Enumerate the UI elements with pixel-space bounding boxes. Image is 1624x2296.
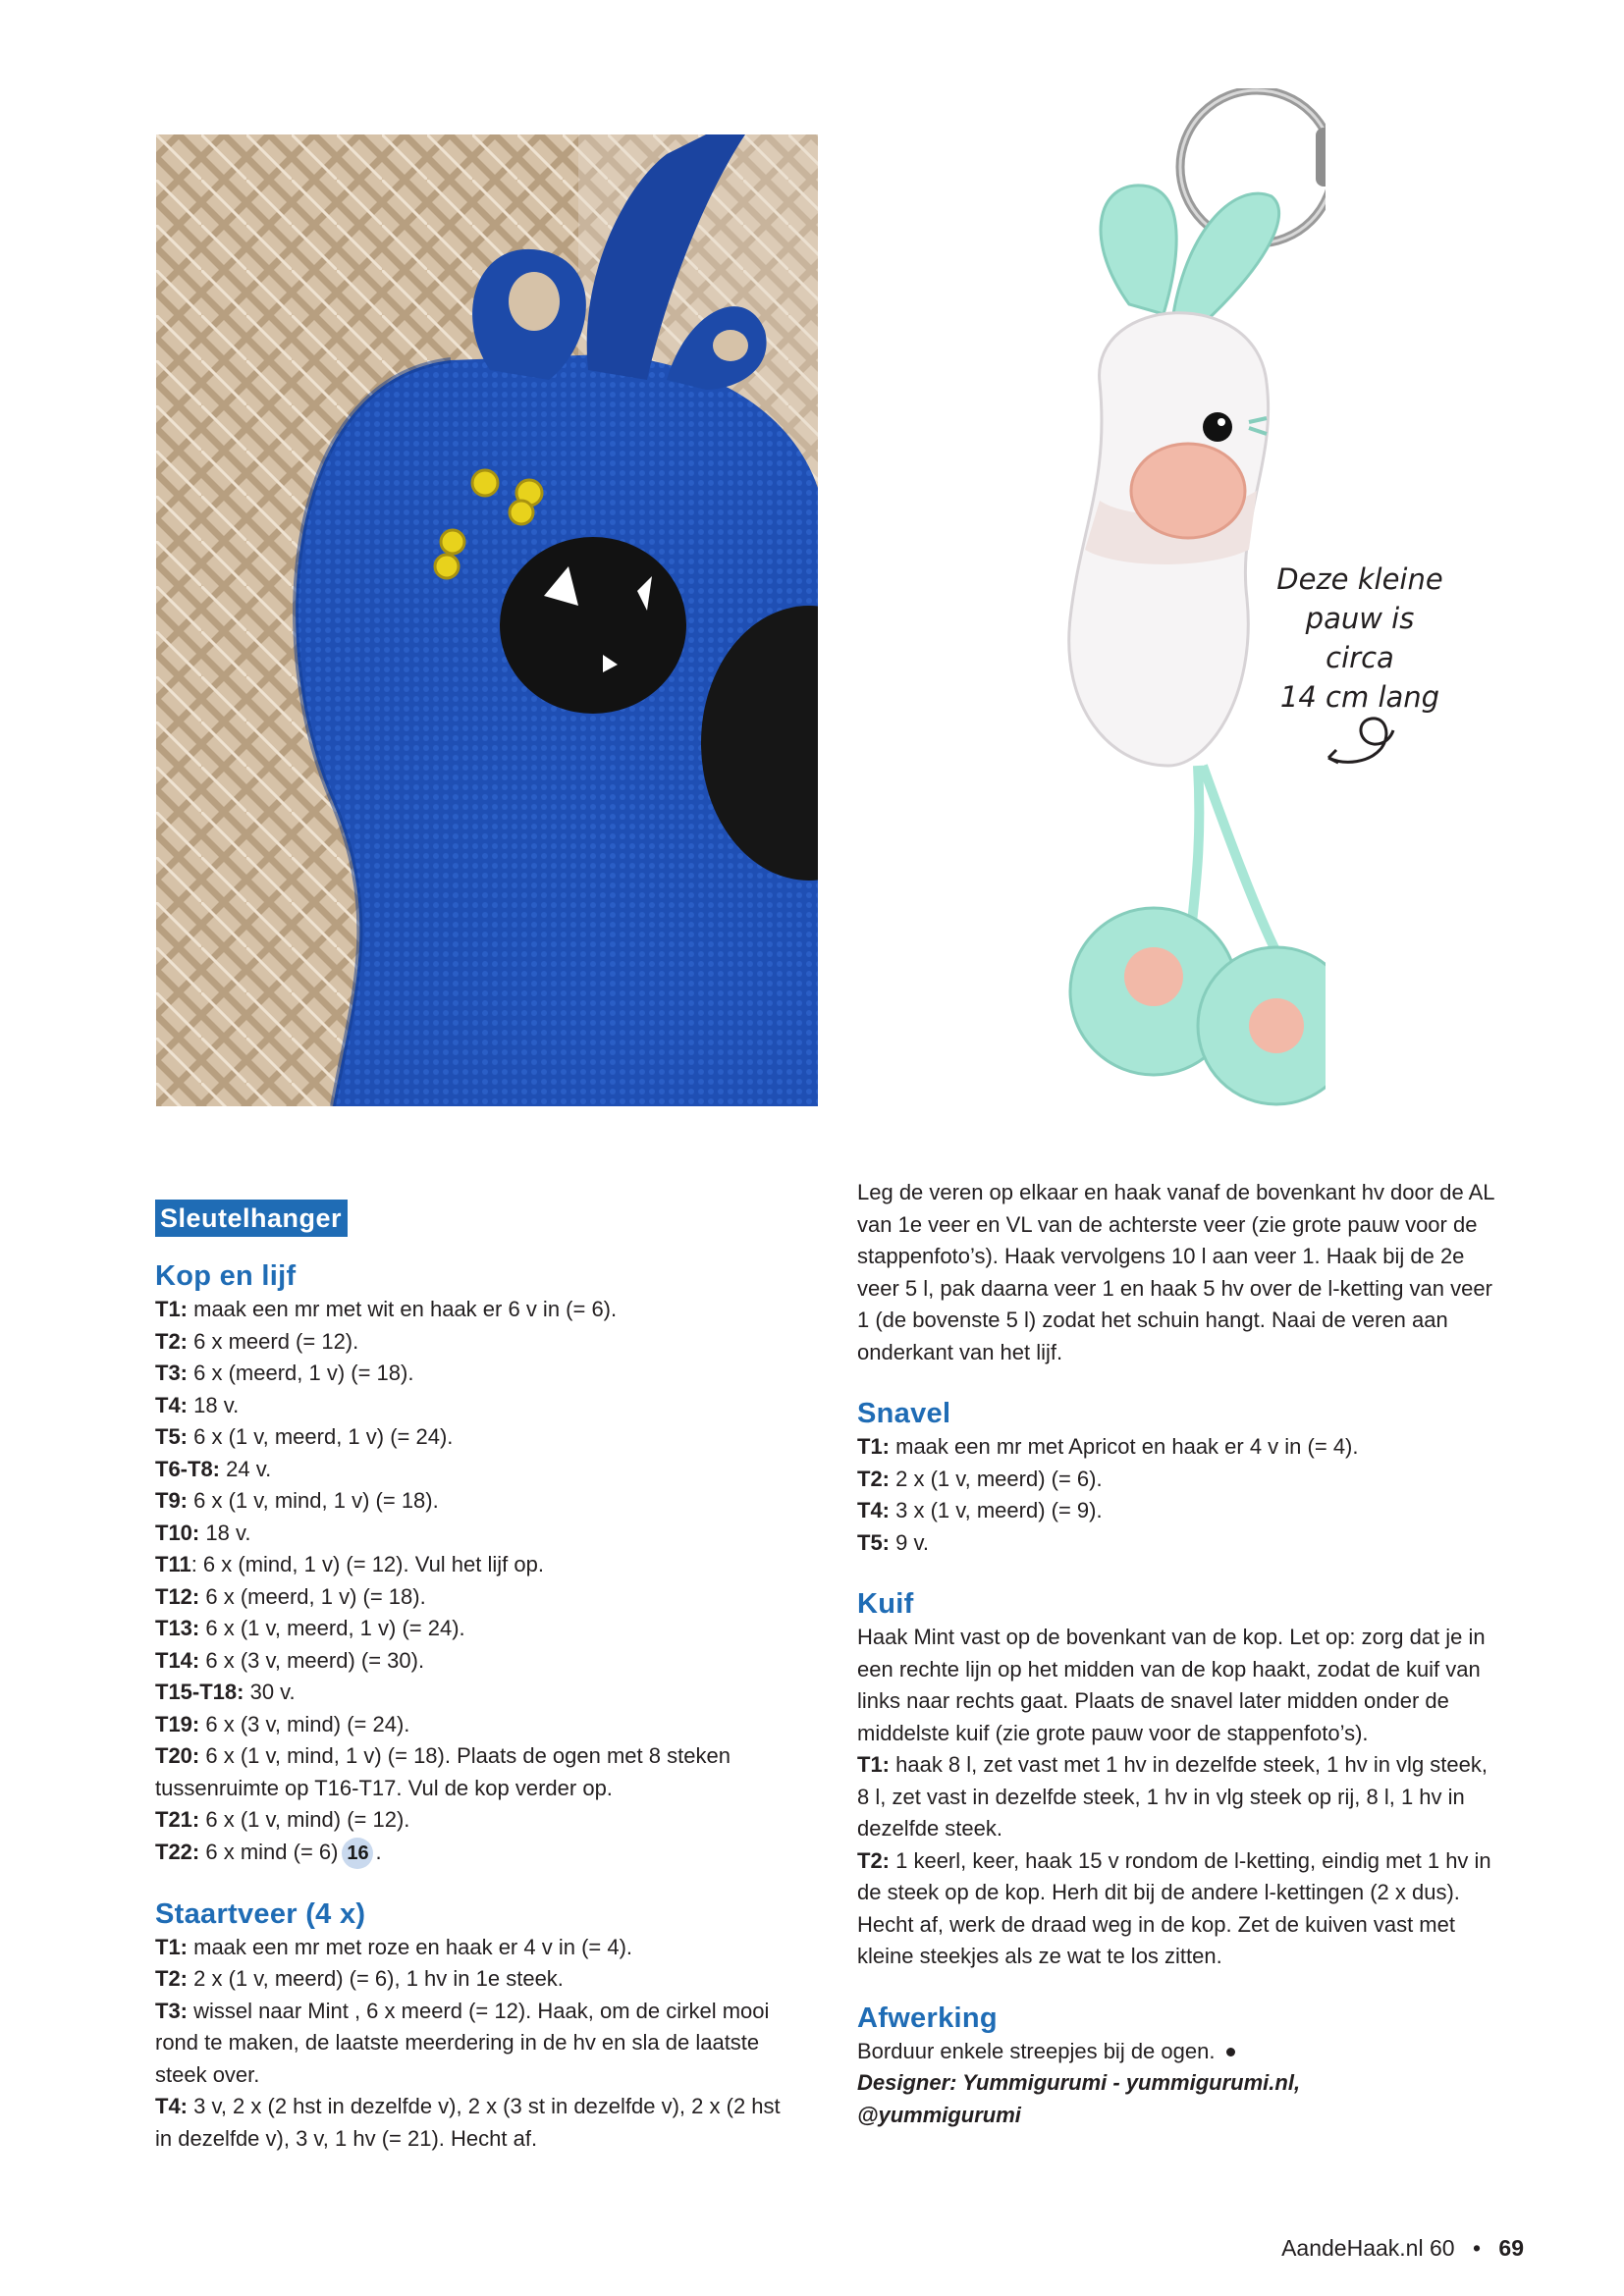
pattern-row — [155, 1549, 784, 1581]
row-label: T19: — [155, 1711, 200, 1736]
afwerking-sentence: Borduur enkele streepjes bij de ogen. — [857, 2038, 1216, 2063]
footer-separator: • — [1472, 2235, 1482, 2261]
end-bullet-icon — [1226, 2048, 1235, 2056]
pattern-row — [857, 1464, 1500, 1496]
pattern-row — [155, 1294, 784, 1326]
pattern-row — [155, 1421, 784, 1454]
caption-line: pauw is circa — [1305, 602, 1415, 674]
caption-line: Deze kleine — [1276, 562, 1443, 596]
pattern-row — [857, 1845, 1500, 1973]
row-label: T2: — [857, 1847, 890, 1873]
pattern-row — [155, 1996, 784, 2092]
row-label: T4: — [155, 2094, 188, 2119]
row-label: T1: — [155, 1297, 188, 1321]
row-text: 6 x (1 v, mind) (= 12). — [199, 1807, 410, 1832]
row-text: 6 x (3 v, meerd) (= 30). — [199, 1647, 425, 1673]
pattern-row — [155, 2091, 784, 2155]
row-label: T11 — [155, 1552, 191, 1576]
pattern-row — [155, 1709, 784, 1741]
row-text: : 6 x (mind, 1 v) (= 12). Vul het lijf op. — [190, 1552, 544, 1576]
peacock-closeup-illustration — [156, 134, 818, 1106]
pattern-row — [155, 1963, 784, 1996]
row-text: 6 x (meerd, 1 v) (= 18). — [188, 1361, 414, 1385]
row-label: T1: — [155, 1934, 188, 1959]
row-label: T13: — [155, 1616, 200, 1640]
row-label: T2: — [155, 1328, 188, 1354]
designer-handle: @yummigurumi — [857, 2102, 1021, 2127]
row-label: T10: — [155, 1520, 200, 1545]
pattern-row — [155, 1485, 784, 1518]
row-label: T2: — [857, 1466, 890, 1491]
pattern-row — [155, 1454, 784, 1486]
pattern-row — [155, 1932, 784, 1964]
row-label: T1: — [857, 1752, 890, 1777]
row-text: 24 v. — [220, 1456, 272, 1481]
row-label: T20: — [155, 1743, 200, 1768]
row-text: 3 v, 2 x (2 hst in dezelfde v), 2 x (3 st in dezelfde v), 2 x (2 hst in dezelfde v), 3 v, 1 hv (= 21). Hecht af. — [155, 2094, 781, 2151]
snavel-rows — [857, 1431, 1500, 1559]
row-label: T5: — [155, 1424, 188, 1449]
row-label: T9: — [155, 1488, 188, 1513]
pattern-row — [857, 1749, 1500, 1845]
pattern-row — [155, 1581, 784, 1614]
row-text: 3 x (1 v, meerd) (= 9). — [890, 1498, 1103, 1522]
pattern-row — [155, 1358, 784, 1390]
row-text: 6 x (1 v, mind, 1 v) (= 18). — [188, 1488, 439, 1513]
photo-caption — [1276, 560, 1443, 717]
designer-credit: Designer: Yummigurumi - yummigurumi.nl, — [857, 2070, 1301, 2095]
left-column — [155, 1200, 784, 2155]
heading-kuif: Kuif — [857, 1588, 914, 1620]
row-text: 6 x (1 v, meerd, 1 v) (= 24). — [188, 1424, 454, 1449]
kuif-instructions: Haak Mint vast op de bovenkant van de kop. Let op: zorg dat je in een rechte lijn op het midden van de kop haakt, zodat de kuif van links naar rechts gaat. Plaats de snavel later midden onder de middelste kuif (zie grote pauw voor de stappenfoto’s). — [857, 1625, 1486, 1745]
page-footer — [1281, 2235, 1524, 2262]
pattern-row — [155, 1740, 784, 1804]
pattern-row — [155, 1677, 784, 1709]
row-text: maak een mr met Apricot en haak er 4 v in (= 4). — [890, 1434, 1359, 1459]
row-label: T4: — [857, 1498, 890, 1522]
row-text: 2 x (1 v, meerd) (= 6), 1 hv in 1e steek. — [188, 1966, 564, 1992]
row-label: T21: — [155, 1807, 200, 1832]
row-text: 6 x (1 v, mind, 1 v) (= 18). Plaats de ogen met 8 steken tussenruimte op T16-T17. Vul de kop verder op. — [155, 1743, 731, 1800]
step-number-badge: 16 — [342, 1838, 373, 1869]
row-label: T5: — [857, 1529, 890, 1555]
row-text: maak een mr met wit en haak er 6 v in (= 6). — [188, 1297, 618, 1321]
row-text: wissel naar Mint , 6 x meerd (= 12). Haak, om de cirkel mooi rond te maken, de laatste meerdering in de hv en sla de laatste steek over. — [155, 1998, 770, 2087]
curly-arrow-icon — [1321, 709, 1399, 777]
row-text: 9 v. — [890, 1529, 929, 1555]
section-badge: Sleutelhanger — [155, 1200, 348, 1237]
row-label: T3: — [155, 1998, 188, 2023]
afwerking-text — [857, 2036, 1500, 2068]
page-number: 69 — [1498, 2235, 1524, 2261]
pattern-row — [155, 1613, 784, 1645]
row-label: T12: — [155, 1583, 200, 1609]
row-text: 6 x (3 v, mind) (= 24). — [199, 1711, 410, 1736]
heading-staartveer: Staartveer (4 x) — [155, 1897, 366, 1930]
pattern-row — [155, 1804, 784, 1837]
row-label: T6-T8: — [155, 1456, 220, 1481]
pattern-row — [857, 1527, 1500, 1560]
veren-instructions: Leg de veren op elkaar en haak vanaf de bovenkant hv door de AL van 1e veer en VL van de achterste veer (zie grote pauw voor de stappenfoto’s). Haak vervolgens 10 l aan veer 1. Haak bij de 2e veer 5 l, pak daarna veer 1 en haak 5 hv over de l-ketting van veer 1 (de bovenste 5 l) zodat het schuin hangt. Naai de veren aan onderkant van het lijf. — [857, 1180, 1494, 1364]
heading-afwerking: Afwerking — [857, 2002, 998, 2034]
right-column — [857, 1177, 1500, 2131]
row-text: 6 x (1 v, meerd, 1 v) (= 24). — [199, 1616, 465, 1640]
row-text: 6 x meerd (= 12). — [188, 1328, 359, 1354]
row-label: T2: — [155, 1966, 188, 1992]
pattern-row — [155, 1837, 784, 1869]
heading-snavel: Snavel — [857, 1398, 951, 1429]
staart-rows — [155, 1932, 784, 2156]
keychain-peacock-photo — [992, 88, 1326, 1119]
row-label: T3: — [155, 1361, 188, 1385]
row-label: T1: — [857, 1434, 890, 1459]
row-text: 18 v. — [199, 1520, 251, 1545]
row-text: 1 keerl, keer, haak 15 v rondom de l-ketting, eindig met 1 hv in de steek op de kop. Herh dit bij de andere l-kettingen (2 x dus). Hecht af, werk de draad weg in de kop. Zet de kuiven vast met kleine steekjes als ze wat te los zitten. — [857, 1847, 1491, 1968]
row-label: T14: — [155, 1647, 200, 1673]
pattern-row — [155, 1645, 784, 1678]
row-tail: . — [375, 1839, 382, 1864]
row-label: T15-T18: — [155, 1680, 244, 1704]
heading-kop-en-lijf: Kop en lijf — [155, 1260, 297, 1292]
magazine-issue: AandeHaak.nl 60 — [1281, 2235, 1455, 2261]
row-text: 2 x (1 v, meerd) (= 6). — [890, 1466, 1103, 1491]
row-text: maak een mr met roze en haak er 4 v in (= 4). — [188, 1934, 633, 1959]
keychain-peacock-illustration — [992, 88, 1326, 1119]
pattern-row — [155, 1326, 784, 1359]
pattern-row — [155, 1518, 784, 1550]
row-text: 6 x mind (= 6) — [199, 1839, 339, 1864]
peacock-closeup-photo — [156, 134, 818, 1106]
pattern-row — [155, 1390, 784, 1422]
row-text: 18 v. — [188, 1392, 240, 1417]
row-text: 6 x (meerd, 1 v) (= 18). — [199, 1583, 426, 1609]
row-text: haak 8 l, zet vast met 1 hv in dezelfde steek, 1 hv in vlg steek, 8 l, zet vast in dezelfde steek, 1 hv in vlg steek op rij, 8 l, 1 hv in dezelfde steek. — [857, 1752, 1488, 1841]
row-label: T22: — [155, 1839, 200, 1864]
row-text: 30 v. — [244, 1680, 296, 1704]
kop-rows — [155, 1294, 784, 1869]
pattern-row — [857, 1495, 1500, 1527]
pattern-row — [857, 1431, 1500, 1464]
row-label: T4: — [155, 1392, 188, 1417]
caption-line: 14 cm lang — [1279, 680, 1440, 714]
